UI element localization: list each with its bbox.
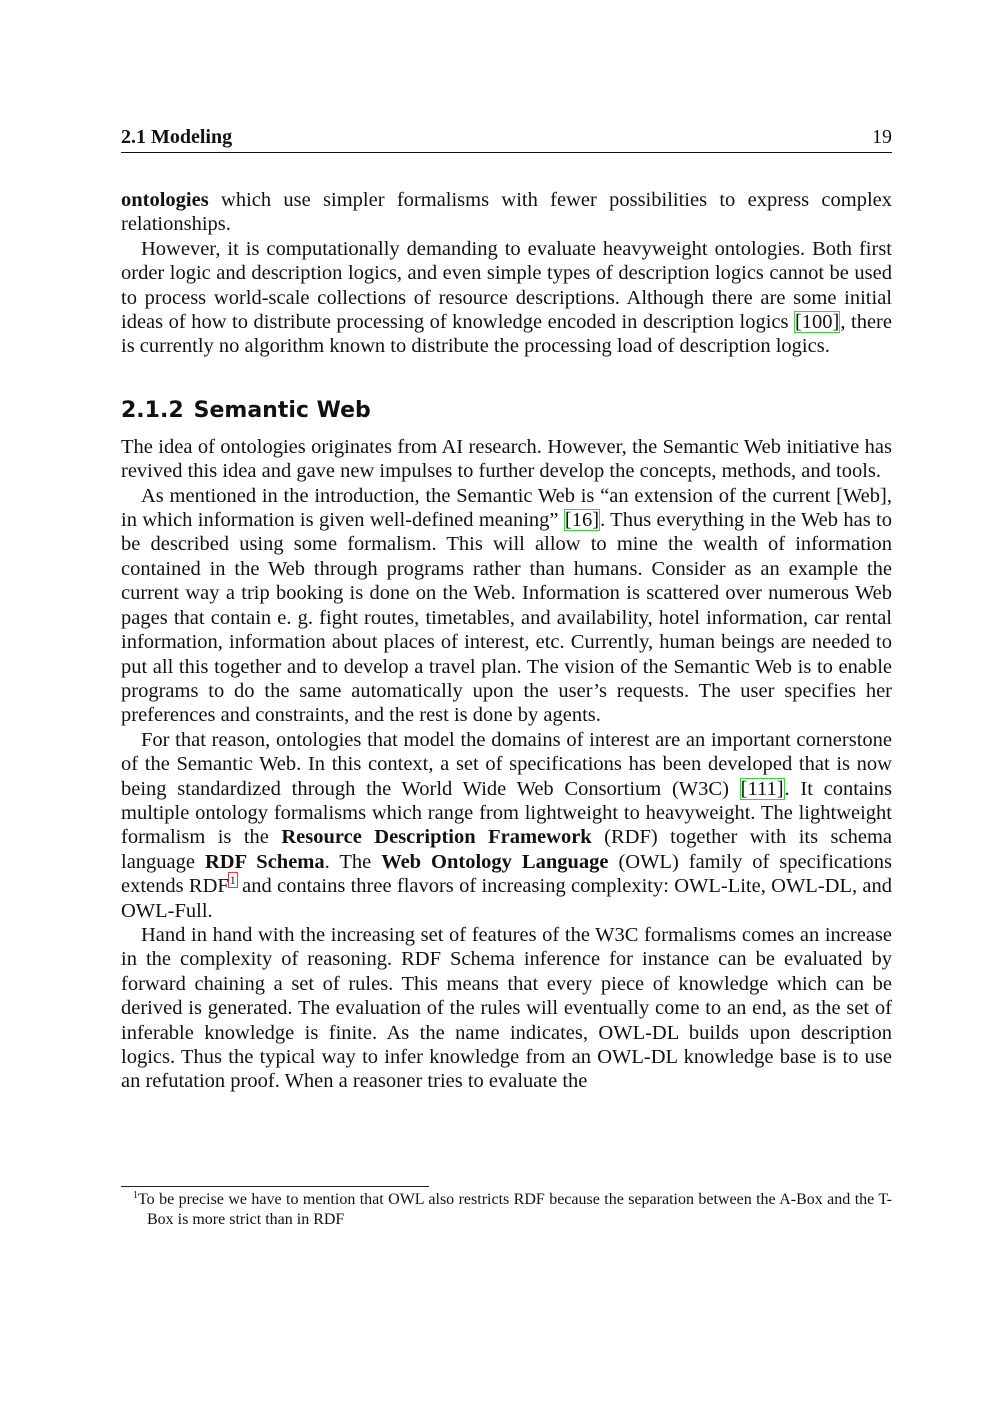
header-section-title: 2.1 Modeling: [121, 126, 233, 148]
text-run: For that reason, ontologies that model the domains of interest are an important cornerstone of the Semantic Web. In this context, a set of specifications has been developed that is now being standardized through the World Wide Web Consortium (W3C): [121, 728, 892, 800]
text-run: . It contains multiple ontology formalisms which range from lightweight to heavyweight. The lightweight formalism is the: [121, 777, 892, 849]
running-header: [121, 124, 892, 153]
citation-link-111[interactable]: [111]: [740, 777, 784, 800]
text-run: . Thus everything in the Web has to be described using some formalism. This will allow to mine the wealth of information contained in the Web through programs rather than humans. Consider as an example the current way a trip booking is done on the Web. Information is scattered over numerous Web pages that contain e. g. fight routes, timetables, and availability, hotel information, car rental information, information about places of interest, etc. Currently, human beings are needed to put all this together and to develop a travel plan. The vision of the Semantic Web is to enable programs to do the same automatically upon the user’s requests. The user specifies her preferences and constraints, and the rest is done by agents.: [121, 509, 893, 727]
footnote-marker: 1: [133, 1190, 138, 1201]
bold-term-ontologies: ontologies: [121, 189, 209, 211]
citation-link-100[interactable]: [100]: [794, 311, 840, 334]
bold-term-owl: Web Ontology Language: [381, 850, 609, 873]
page-number: 19: [872, 126, 892, 148]
text-run: and contains three flavors of increasing complexity: OWL-Lite, OWL-DL, and OWL-Full.: [121, 875, 892, 922]
paragraph-ontologies: [121, 728, 892, 923]
paragraph-reasoning: Hand in hand with the increasing set of features of the W3C formalisms comes an increase in the complexity of reasoning. RDF Schema inference for instance can be evaluated by forward chaining a set of rules. This means that every piece of knowledge which can be derived is generated. The evaluation of the rules will eventually come to an end, as the set of inferable knowledge is finite. As the name indicates, OWL-DL builds upon description logics. Thus the typical way to infer knowledge from an OWL-DL knowledge base is to use an refutation proof. When a reasoner tries to evaluate the: [121, 923, 892, 1093]
section-number: 2.1.2: [121, 397, 184, 423]
text-run: However, it is computationally demanding to evaluate heavyweight ontologies. Both first order logic and description logics, and even simple types of description logics cannot be used to process world-scale collections of resource descriptions. Although there are some initial ideas of how to distribute processing of knowledge encoded in description logics: [121, 237, 892, 334]
footnote-divider: [121, 1186, 429, 1187]
section-title: Semantic Web: [193, 397, 371, 423]
footnote: [121, 1190, 892, 1230]
paragraph-origin: The idea of ontologies originates from AI research. However, the Semantic Web initiative has revived this idea and gave new impulses to further develop the concepts, methods, and tools.: [121, 435, 892, 483]
bold-term-rdf-schema: RDF Schema: [204, 850, 325, 873]
citation-link-16[interactable]: [16]: [564, 509, 600, 532]
text-run: (RDF) together with its schema language: [121, 826, 893, 873]
text-run: . The: [324, 850, 382, 873]
text-run: which use simpler formalisms with fewer possibilities to express complex relationships.: [121, 189, 892, 236]
text-run: (OWL) family of specifications extends RDF: [121, 850, 892, 898]
bold-term-rdf: Resource Description Framework: [281, 826, 592, 849]
text-run: , there is currently no algorithm known to distribute the processing load of description logics.: [121, 311, 892, 358]
section-heading: [121, 397, 892, 425]
paragraph-introduction: [121, 484, 892, 728]
paragraph-heavyweight: [121, 237, 892, 359]
paragraph-intro-continuation: [121, 188, 892, 237]
main-text: [121, 188, 892, 1094]
text-run: As mentioned in the introduction, the Semantic Web is “an extension of the current [Web], in which information is given well-defined meaning”: [121, 484, 892, 532]
footnote-reference-link[interactable]: 1: [229, 873, 236, 888]
footnote-text: To be precise we have to mention that OWL also restricts RDF because the separation between the A-Box and the T-Box is more strict than in RDF: [138, 1191, 892, 1228]
